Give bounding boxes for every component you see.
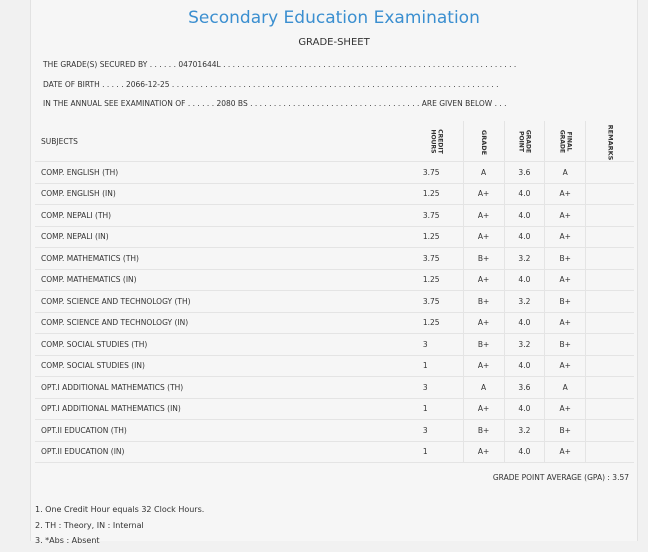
credit-hours-cell: 3.75 <box>423 291 463 313</box>
final-grade-cell: A+ <box>545 312 586 334</box>
subject-cell: COMP. SOCIAL STUDIES (IN) <box>35 355 423 377</box>
credit-hours-cell: 3 <box>423 377 463 399</box>
header-remarks-label: REMARKS <box>606 124 615 160</box>
grade-cell: B+ <box>463 334 504 356</box>
grade-cell: A+ <box>463 269 504 291</box>
subject-cell: COMP. ENGLISH (IN) <box>35 183 423 205</box>
remarks-cell <box>586 441 634 463</box>
grade-cell: A+ <box>463 312 504 334</box>
credit-hours-cell: 1 <box>423 398 463 420</box>
footnote-2: 2. TH : Theory, IN : Internal <box>35 520 144 530</box>
credit-hours-cell: 1.25 <box>423 269 463 291</box>
subject-cell: OPT.II EDUCATION (TH) <box>35 420 423 442</box>
grade-cell: A <box>463 377 504 399</box>
final-grade-cell: B+ <box>545 248 586 270</box>
final-grade-cell: A <box>545 377 586 399</box>
grade-point-cell: 3.6 <box>504 162 545 184</box>
remarks-cell <box>586 226 634 248</box>
table-row <box>35 269 634 291</box>
grade-cell: A+ <box>463 355 504 377</box>
table-row <box>35 312 634 334</box>
grades-table <box>35 121 634 463</box>
grade-point-cell: 3.2 <box>504 291 545 313</box>
credit-hours-cell: 1.25 <box>423 183 463 205</box>
remarks-cell <box>586 248 634 270</box>
subject-cell: COMP. NEPALI (TH) <box>35 205 423 227</box>
grade-point-cell: 4.0 <box>504 441 545 463</box>
final-grade-cell: A+ <box>545 269 586 291</box>
grade-cell: B+ <box>463 420 504 442</box>
header-final-grade <box>545 121 586 162</box>
remarks-cell <box>586 334 634 356</box>
table-row <box>35 441 634 463</box>
grade-point-cell: 3.6 <box>504 377 545 399</box>
remarks-cell <box>586 355 634 377</box>
credit-hours-cell: 1.25 <box>423 226 463 248</box>
grade-cell: A+ <box>463 441 504 463</box>
header-final-grade-label: FINAL GRADE <box>559 129 573 153</box>
credit-hours-cell: 3 <box>423 420 463 442</box>
subject-cell: OPT.II EDUCATION (IN) <box>35 441 423 463</box>
final-grade-cell: A+ <box>545 355 586 377</box>
subject-cell: COMP. SCIENCE AND TECHNOLOGY (TH) <box>35 291 423 313</box>
grade-cell: A+ <box>463 183 504 205</box>
table-row <box>35 355 634 377</box>
subject-cell: COMP. SCIENCE AND TECHNOLOGY (IN) <box>35 312 423 334</box>
table-row <box>35 377 634 399</box>
header-credit-hours <box>423 121 463 162</box>
remarks-cell <box>586 291 634 313</box>
table-row <box>35 291 634 313</box>
header-remarks <box>586 121 634 162</box>
final-grade-cell: A+ <box>545 398 586 420</box>
subject-cell: COMP. ENGLISH (TH) <box>35 162 423 184</box>
final-grade-cell: A+ <box>545 183 586 205</box>
table-header-row <box>35 121 634 162</box>
grade-cell: B+ <box>463 248 504 270</box>
grade-cell: A+ <box>463 398 504 420</box>
final-grade-cell: A+ <box>545 441 586 463</box>
table-row <box>35 205 634 227</box>
remarks-cell <box>586 312 634 334</box>
header-grade-point-label: GRADE POINT <box>518 129 532 153</box>
final-grade-cell: B+ <box>545 291 586 313</box>
table-row <box>35 334 634 356</box>
remarks-cell <box>586 205 634 227</box>
subject-cell: COMP. NEPALI (IN) <box>35 226 423 248</box>
header-grade-label: GRADE <box>480 129 489 155</box>
subject-cell: COMP. MATHEMATICS (TH) <box>35 248 423 270</box>
grade-secured-line: THE GRADE(S) SECURED BY . . . . . . 04701644L . . . . . . . . . . . . . . . . . . . . . . . . . . . . . . . . . . . . . . . . . . . . . . . . . . . . . . . . . . . . . . <box>43 60 517 69</box>
final-grade-cell: B+ <box>545 420 586 442</box>
grade-point-cell: 4.0 <box>504 269 545 291</box>
subject-cell: COMP. MATHEMATICS (IN) <box>35 269 423 291</box>
grade-cell: A+ <box>463 205 504 227</box>
credit-hours-cell: 3.75 <box>423 205 463 227</box>
remarks-cell <box>586 398 634 420</box>
final-grade-cell: B+ <box>545 334 586 356</box>
grade-cell: B+ <box>463 291 504 313</box>
remarks-cell <box>586 269 634 291</box>
remarks-cell <box>586 183 634 205</box>
grade-sheet <box>30 0 638 545</box>
final-grade-cell: A+ <box>545 205 586 227</box>
footnote-3: 3. *Abs : Absent <box>35 536 100 545</box>
grade-point-cell: 4.0 <box>504 355 545 377</box>
final-grade-cell: A <box>545 162 586 184</box>
table-row <box>35 398 634 420</box>
grade-point-cell: 3.2 <box>504 420 545 442</box>
table-row <box>35 420 634 442</box>
grade-point-cell: 4.0 <box>504 312 545 334</box>
credit-hours-cell: 3 <box>423 334 463 356</box>
final-grade-cell: A+ <box>545 226 586 248</box>
grade-cell: A+ <box>463 226 504 248</box>
footnotes <box>35 505 204 552</box>
credit-hours-cell: 1.25 <box>423 312 463 334</box>
grade-point-cell: 3.2 <box>504 248 545 270</box>
grade-point-cell: 4.0 <box>504 226 545 248</box>
grade-point-cell: 4.0 <box>504 205 545 227</box>
table-row <box>35 226 634 248</box>
page-title: Secondary Education Examination <box>188 8 480 28</box>
grade-point-cell: 3.2 <box>504 334 545 356</box>
credit-hours-cell: 3.75 <box>423 248 463 270</box>
header-grade-point <box>504 121 545 162</box>
table-row <box>35 248 634 270</box>
table-row <box>35 162 634 184</box>
remarks-cell <box>586 420 634 442</box>
subject-cell: OPT.I ADDITIONAL MATHEMATICS (IN) <box>35 398 423 420</box>
grade-point-cell: 4.0 <box>504 183 545 205</box>
header-credit-hours-label: CREDIT HOURS <box>429 128 444 154</box>
table-row <box>35 183 634 205</box>
grade-point-cell: 4.0 <box>504 398 545 420</box>
credit-hours-cell: 1 <box>423 355 463 377</box>
header-grade <box>463 121 504 162</box>
header-subjects: SUBJECTS <box>35 121 423 162</box>
page-subtitle: GRADE-SHEET <box>298 37 370 48</box>
credit-hours-cell: 3.75 <box>423 162 463 184</box>
credit-hours-cell: 1 <box>423 441 463 463</box>
remarks-cell <box>586 377 634 399</box>
exam-line: IN THE ANNUAL SEE EXAMINATION OF . . . . . . 2080 BS . . . . . . . . . . . . . . . . . . . . . . . . . . . . . . . . . . . . ARE GIVEN BELOW . . . <box>43 99 507 108</box>
grade-cell: A <box>463 162 504 184</box>
gpa-summary: GRADE POINT AVERAGE (GPA) : 3.57 <box>492 473 629 482</box>
subject-cell: OPT.I ADDITIONAL MATHEMATICS (TH) <box>35 377 423 399</box>
date-of-birth-line: DATE OF BIRTH . . . . . 2066-12-25 . . . . . . . . . . . . . . . . . . . . . . . . . . . . . . . . . . . . . . . . . . . . . . . . . . . . . . . . . . . . . . . . . . . . . <box>43 80 499 89</box>
remarks-cell <box>586 162 634 184</box>
subject-cell: COMP. SOCIAL STUDIES (TH) <box>35 334 423 356</box>
footnote-1: 1. One Credit Hour equals 32 Clock Hours. <box>35 505 205 514</box>
